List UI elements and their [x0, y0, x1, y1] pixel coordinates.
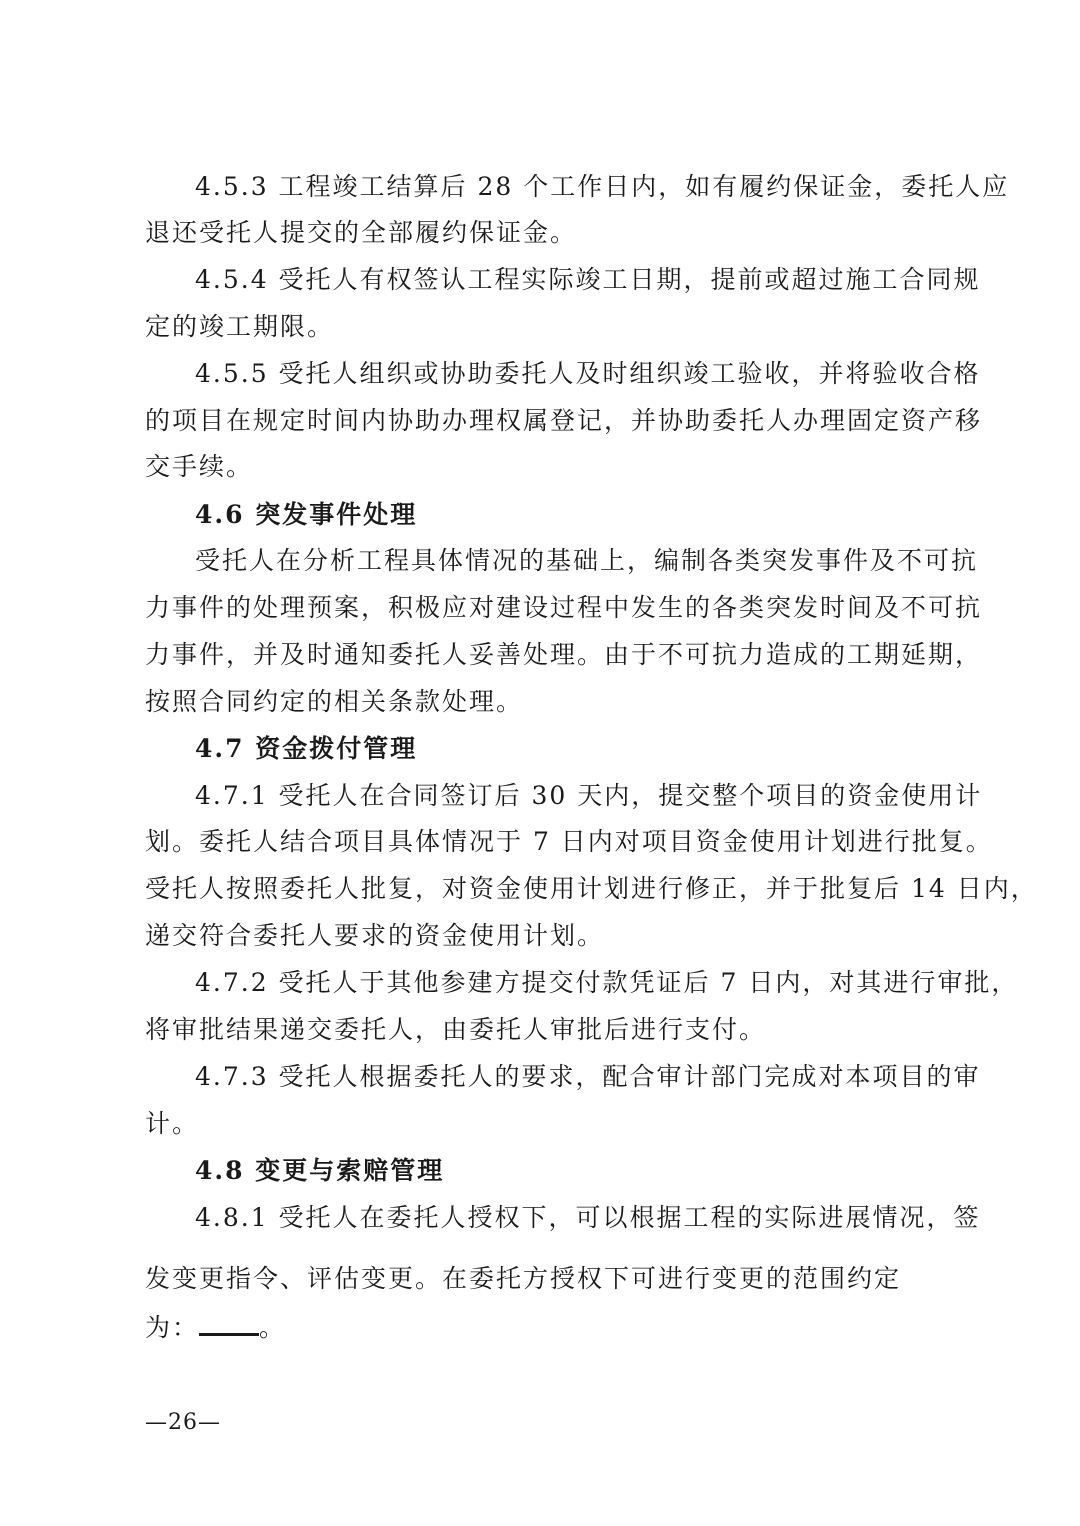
paragraph-first-line: 受托人在分析工程具体情况的基础上，编制各类突发事件及不可抗	[195, 546, 979, 575]
section-heading: 4.6 突发事件处理	[195, 500, 418, 529]
paragraph-line: 计。	[145, 1109, 200, 1138]
paragraph-first-line: 4.8.1 受托人在委托人授权下，可以根据工程的实际进展情况，签	[195, 1203, 981, 1232]
paragraph-line: 退还受托人提交的全部履约保证金。	[145, 218, 578, 247]
line-suffix: 。	[259, 1313, 287, 1342]
paragraph-first-line: 4.5.3 工程竣工结算后 28 个工作日内，如有履约保证金，委托人应	[195, 172, 1010, 201]
paragraph-first-line: 4.7.1 受托人在合同签订后 30 天内，提交整个项目的资金使用计	[195, 781, 983, 810]
page-number: —26—	[145, 1410, 221, 1435]
section-heading: 4.8 变更与索赔管理	[195, 1156, 445, 1185]
paragraph-line: 交手续。	[145, 452, 254, 481]
paragraph-first-line: 4.7.3 受托人根据委托人的要求，配合审计部门完成对本项目的审	[195, 1062, 981, 1091]
line-prefix: 为：	[145, 1313, 200, 1342]
paragraph-first-line: 4.7.2 受托人于其他参建方提交付款凭证后 7 日内，对其进行审批，	[195, 968, 1019, 997]
paragraph-line: 划。委托人结合项目具体情况于 7 日内对项目资金使用计划进行批复。	[145, 827, 993, 856]
paragraph-line: 发变更指令、评估变更。在委托方授权下可进行变更的范围约定	[145, 1264, 902, 1293]
paragraph-line: 按照合同约定的相关条款处理。	[145, 687, 524, 716]
paragraph-line: 力事件，并及时通知委托人妥善处理。由于不可抗力造成的工期延期，	[145, 640, 983, 669]
paragraph-line: 的项目在规定时间内协助办理权属登记，并协助委托人办理固定资产移	[145, 406, 983, 435]
paragraph-line: 将审批结果递交委托人，由委托人审批后进行支付。	[145, 1015, 767, 1044]
paragraph-first-line: 4.5.5 受托人组织或协助委托人及时组织竣工验收，并将验收合格	[195, 359, 981, 388]
fill-in-blank	[199, 1311, 259, 1336]
paragraph-line: 力事件的处理预案，积极应对建设过程中发生的各类突发时间及不可抗	[145, 593, 983, 622]
section-heading: 4.7 资金拨付管理	[195, 734, 418, 763]
paragraph-line	[145, 1311, 935, 1344]
paragraph-first-line: 4.5.4 受托人有权签认工程实际竣工日期，提前或超过施工合同规	[195, 265, 981, 294]
paragraph-line: 定的竣工期限。	[145, 312, 335, 341]
paragraph-line: 受托人按照委托人批复，对资金使用计划进行修正，并于批复后 14 日内，	[145, 874, 1038, 903]
paragraph-line: 递交符合委托人要求的资金使用计划。	[145, 921, 605, 950]
